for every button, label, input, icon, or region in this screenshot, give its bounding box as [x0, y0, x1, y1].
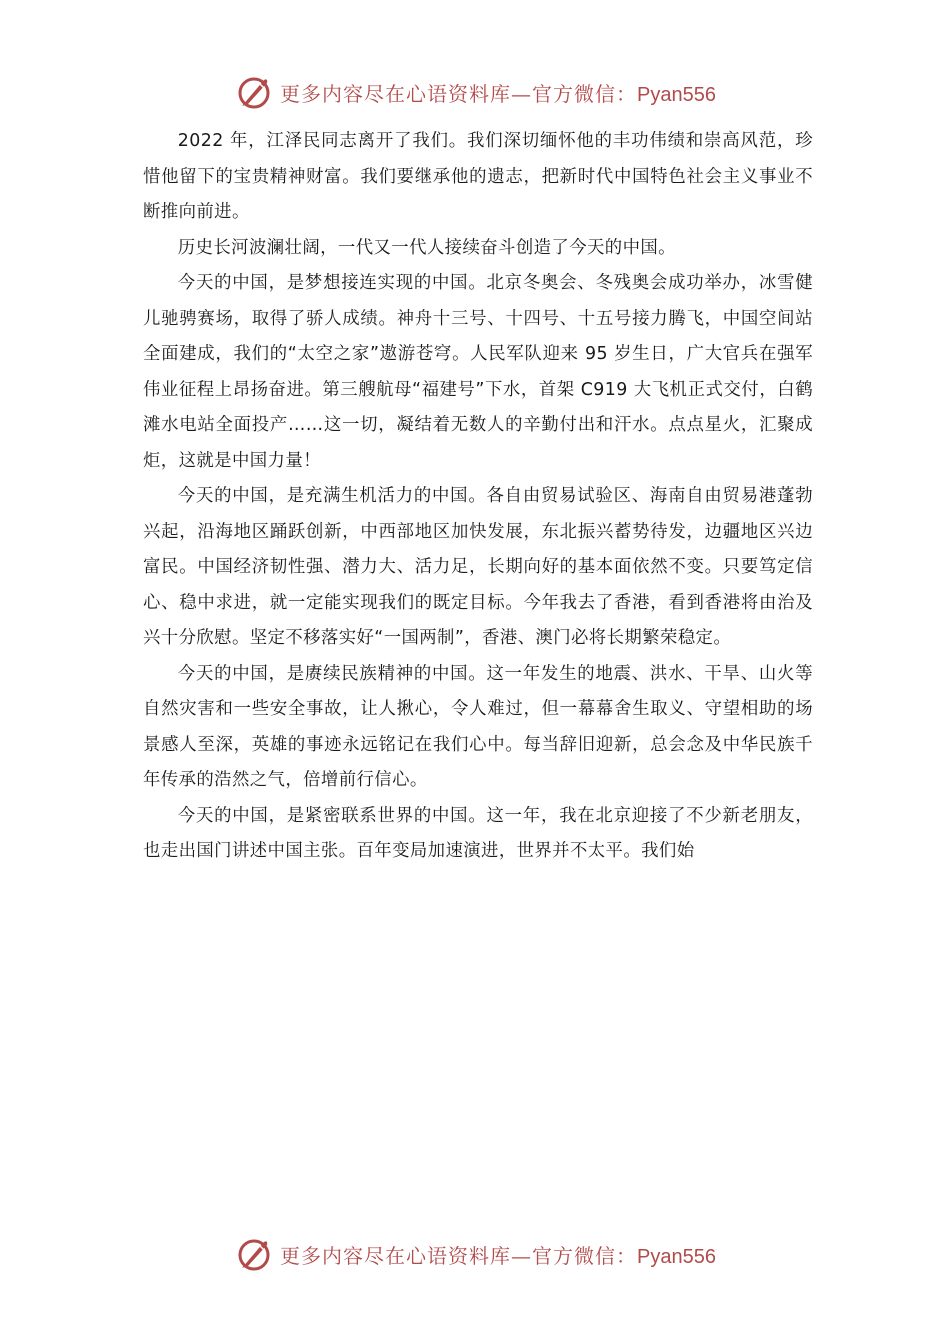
watermark-text: 更多内容尽在心语资料库—官方微信：Pyan556 — [280, 1243, 716, 1268]
header-watermark — [0, 72, 950, 112]
paragraph: 2022 年，江泽民同志离开了我们。我们深切缅怀他的丰功伟绩和崇高风范，珍惜他留下的宝贵精神财富。我们要继承他的遗志，把新时代中国特色社会主义事业不断推向前进。 — [143, 131, 813, 222]
watermark-text: 更多内容尽在心语资料库—官方微信：Pyan556 — [280, 81, 716, 106]
footer-watermark — [0, 1234, 950, 1274]
paragraph: 今天的中国，是赓续民族精神的中国。这一年发生的地震、洪水、干旱、山火等自然灾害和一些安全事故，让人揪心，令人难过，但一幕幕舍生取义、守望相助的场景感人至深，英雄的事迹永远铭记在我们心中。每当辞旧迎新，总会念及中华民族千年传承的浩然之气，倍增前行信心。 — [143, 663, 813, 790]
paragraph: 历史长河波澜壮阔，一代又一代人接续奋斗创造了今天的中国。 — [177, 237, 676, 258]
document-body — [143, 124, 813, 870]
paragraph: 今天的中国，是梦想接连实现的中国。北京冬奥会、冬残奥会成功举办，冰雪健儿驰骋赛场，取得了骄人成绩。神舟十三号、十四号、十五号接力腾飞，中国空间站全面建成，我们的“太空之家”遨游苍穹。人民军队迎来 95 岁生日，广大官兵在强军伟业征程上昂扬奋进。第三艘航母“福建号”下水，首架 C919 大飞机正式交付，白鹤滩水电站全面投产……这一切，凝结着无数人的辛勤付出和汗水。点点星火，汇聚成炬，这就是中国力量！ — [143, 273, 813, 471]
paragraph: 今天的中国，是充满生机活力的中国。各自由贸易试验区、海南自由贸易港蓬勃兴起，沿海地区踊跃创新，中西部地区加快发展，东北振兴蓄势待发，边疆地区兴边富民。中国经济韧性强、潜力大、活力足，长期向好的基本面依然不变。只要笃定信心、稳中求进，就一定能实现我们的既定目标。今年我去了香港，看到香港将由治及兴十分欣慰。坚定不移落实好“一国两制”，香港、澳门必将长期繁荣稳定。 — [143, 486, 813, 648]
quill-logo-icon — [234, 72, 274, 112]
quill-logo-icon — [234, 1234, 274, 1274]
paragraph: 今天的中国，是紧密联系世界的中国。这一年，我在北京迎接了不少新老朋友，也走出国门讲述中国主张。百年变局加速演进，世界并不太平。我们始 — [143, 805, 813, 861]
